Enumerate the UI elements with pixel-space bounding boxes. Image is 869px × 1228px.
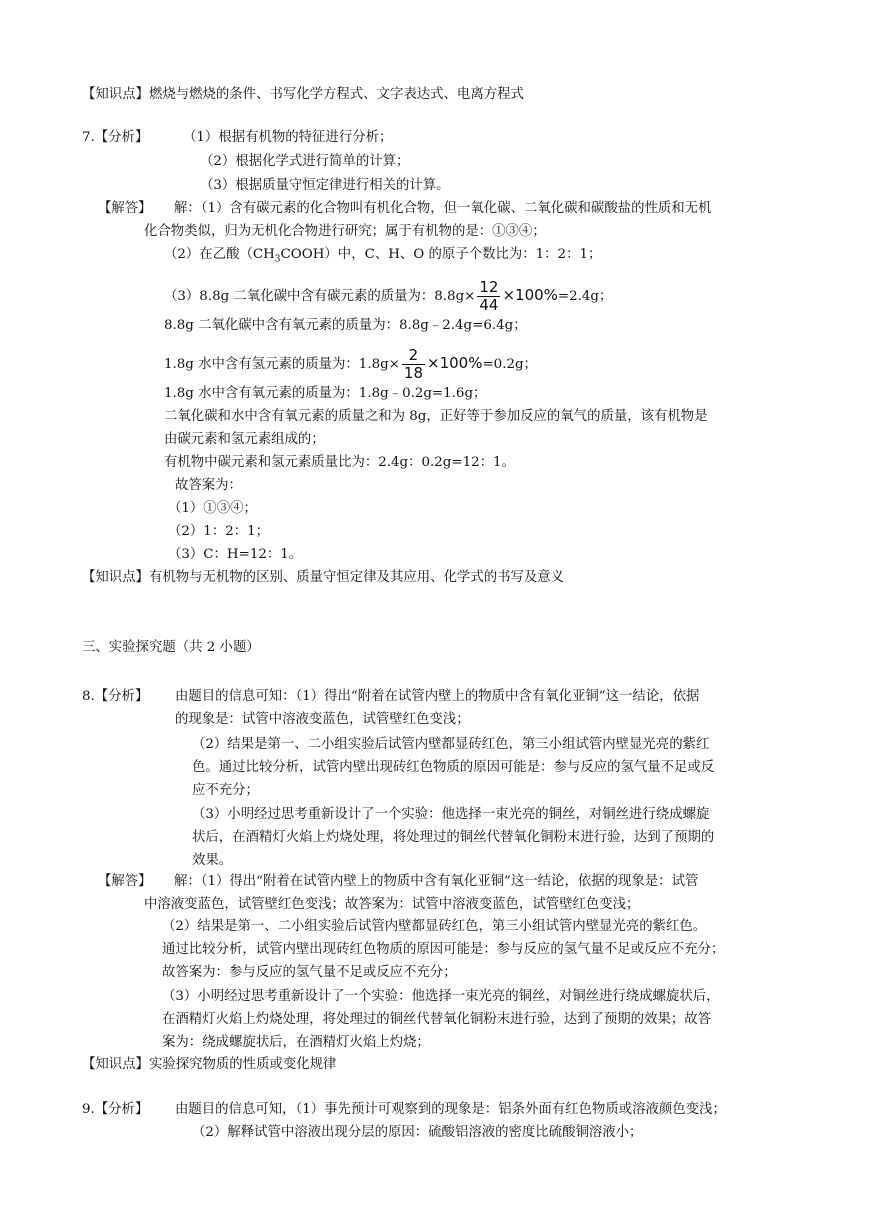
q8-analysis-line-3a: （3）小明经过思考重新设计了一个实验：他选择一束光亮的铜丝，对铜丝进行绕成螺旋 xyxy=(192,807,710,822)
q8-analysis-heading: 8.【分析】 xyxy=(82,689,149,704)
q7-solution-oxygen-in-co2: 8.8g 二氧化碳中含有氧元素的质量为：8.8g﹣2.4g=6.4g； xyxy=(164,318,527,333)
q7-answer-1: （1）①③④； xyxy=(168,501,257,516)
q8-analysis-line-3c: 效果。 xyxy=(192,853,233,868)
q7-answer-label: 故答案为： xyxy=(175,478,242,493)
q7-answer-3: （3）C：H=12：1。 xyxy=(168,547,303,562)
q7-solution-line-2: 化合物类似，归为无机化合物进行研究；属于有机物的是：①③④； xyxy=(144,224,546,239)
q7-analysis-line-3: （3）根据质量守恒定律进行相关的计算。 xyxy=(200,178,450,193)
q8-answer-heading: 【解答】 xyxy=(98,874,152,889)
q8-solution-line-1a: 解：（1）得出“附着在试管内壁上的物质中含有氧化亚铜”这一结论，依据的现象是：试管 xyxy=(174,874,699,889)
q7-analysis-line-1: （1）根据有机物的特征进行分析； xyxy=(183,130,393,145)
q7-solution-mass-ratio: 有机物中碳元素和氢元素质量比为：2.4g：0.2g=12：1。 xyxy=(164,455,515,470)
q7-answer-heading: 【解答】 xyxy=(98,201,152,216)
q8-analysis-line-2c: 应不充分； xyxy=(192,783,259,798)
q8-solution-line-2a: （2）结果是第一、二小组实验后试管内壁都显砖红色，第三小组试管内壁显光亮的紫红色。 xyxy=(162,919,707,934)
q8-analysis-line-2a: （2）结果是第一、二小组实验后试管内壁都显砖红色，第三小组试管内壁显光亮的紫红 xyxy=(192,737,710,752)
q8-analysis-line-1b: 的现象是：试管中溶液变蓝色，试管壁红色变浅； xyxy=(175,712,470,727)
q9-analysis-heading: 9.【分析】 xyxy=(82,1102,149,1117)
q8-solution-line-2b: 通过比较分析，试管内壁出现砖红色物质的原因可能是：参与反应的氢气量不足或反应不充分； xyxy=(162,942,725,957)
q8-solution-line-2c: 故答案为：参与反应的氢气量不足或反应不充分； xyxy=(162,965,457,980)
q7-solution-line-1: 解：（1）含有碳元素的化合物叫有机化合物，但一氧化碳、二氧化碳和碳酸盐的性质和无机 xyxy=(174,201,712,216)
q7-analysis-heading: 7.【分析】 xyxy=(82,130,149,145)
q8-solution-line-3c: 案为：绕成螺旋状后，在酒精灯火焰上灼烧； xyxy=(162,1035,430,1050)
q7-answer-2: （2）1：2：1； xyxy=(168,524,270,539)
q8-solution-line-1b: 中溶液变蓝色，试管壁红色变浅；故答案为：试管中溶液变蓝色，试管壁红色变浅； xyxy=(144,897,640,912)
q8-analysis-line-2b: 色。通过比较分析，试管内壁出现砖红色物质的原因可能是：参与反应的氢气量不足或反 xyxy=(192,760,715,775)
fraction-12-44: $\frac{12}{44}$ xyxy=(479,278,499,314)
fraction-2-18: $\frac{2}{18}$ xyxy=(403,346,423,382)
q8-solution-line-3a: （3）小明经过思考重新设计了一个实验：他选择一束光亮的铜丝，对铜丝进行绕成螺旋状后， xyxy=(162,989,720,1004)
q7-knowledge-point: 【知识点】有机物与无机物的区别、质量守恒定律及其应用、化学式的书写及意义 xyxy=(82,570,565,585)
q7-solution-hydrogen-mass: 1.8g 水中含有氢元素的质量为：1.8g× $\frac{2}{18}$ ×100%=0.2g； xyxy=(164,346,537,382)
q8-solution-line-3b: 在酒精灯火焰上灼烧处理，将处理过的铜丝代替氧化铜粉末进行验，达到了预期的效果；故答 xyxy=(162,1012,712,1027)
q9-analysis-line-1: 由题目的信息可知，（1）事先预计可观察到的现象是：铝条外面有红色物质或溶液颜色变浅； xyxy=(175,1102,726,1117)
q7-analysis-line-2: （2）根据化学式进行简单的计算； xyxy=(200,154,410,169)
q7-solution-line-7a: 二氧化碳和水中含有氧元素的质量之和为 8g，正好等于参加反应的氧气的质量，该有机物是 xyxy=(164,409,708,424)
q8-knowledge-point: 【知识点】实验探究物质的性质或变化规律 xyxy=(82,1057,337,1072)
section-heading: 三、实验探究题（共 2 小题） xyxy=(82,640,260,655)
q9-analysis-line-2: （2）解释试管中溶液出现分层的原因：硫酸铝溶液的密度比硫酸铜溶液小； xyxy=(192,1125,643,1140)
q7-solution-line-7b: 由碳元素和氢元素组成的； xyxy=(164,432,325,447)
q7-solution-oxygen-in-water: 1.8g 水中含有氧元素的质量为：1.8g﹣0.2g=1.6g； xyxy=(164,386,487,401)
q8-analysis-line-1a: 由题目的信息可知：（1）得出“附着在试管内壁上的物质中含有氧化亚铜”这一结论，依据 xyxy=(175,689,700,704)
q7-solution-atom-ratio: （2）在乙酸$(CH_3COOH)$中，C、H、O 的原子个数比为：1：2：1； xyxy=(164,247,602,265)
q6-knowledge-point: 【知识点】燃烧与燃烧的条件、书写化学方程式、文字表达式、电离方程式 xyxy=(82,87,524,102)
q8-analysis-line-3b: 状后，在酒精灯火焰上灼烧处理，将处理过的铜丝代替氧化铜粉末进行验，达到了预期的 xyxy=(192,830,715,845)
q7-solution-carbon-mass: （3）8.8g 二氧化碳中含有碳元素的质量为：8.8g× $\frac{12}{44}$ ×100%=2.4g； xyxy=(164,278,613,314)
